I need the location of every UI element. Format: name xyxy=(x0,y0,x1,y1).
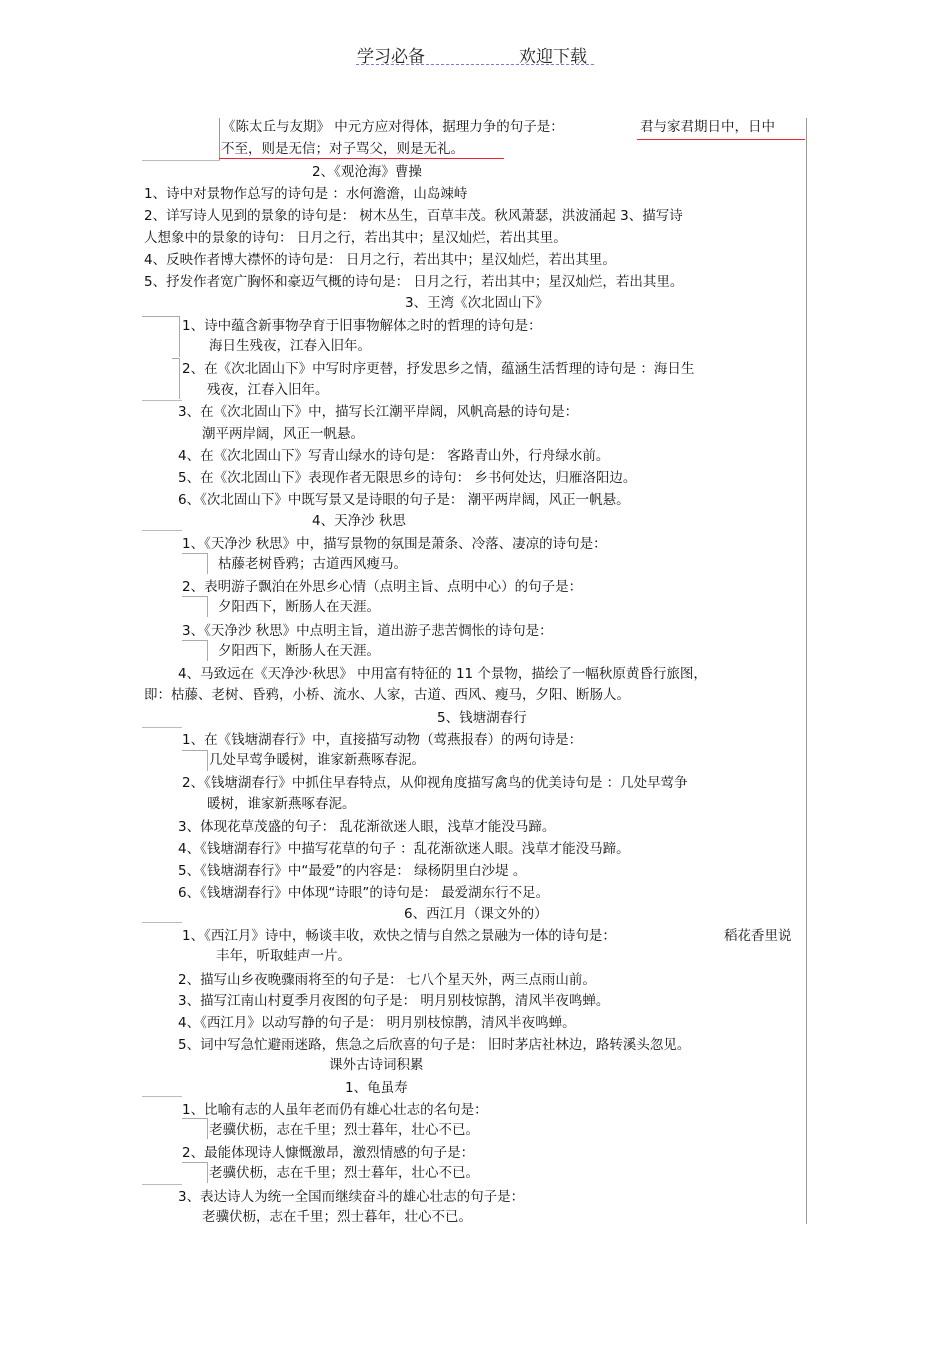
text-line: 2、表明游子飘泊在外思乡心情（点明主旨、点明中心）的句子是： xyxy=(182,579,583,595)
bracket xyxy=(172,358,180,399)
text-line: 1、《天净沙 秋思》中，描写景物的氛围是萧条、冷落、凄凉的诗句是： xyxy=(182,536,607,552)
text-line: 1、《西江月》诗中，畅谈丰收，欢快之情与自然之景融为一体的诗句是： xyxy=(182,928,616,944)
text-line: 3、《天净沙 秋思》中点明主旨，道出游子悲苦惆怅的诗句是： xyxy=(182,623,553,639)
section-title: 2、《观沧海》曹操 xyxy=(312,164,422,180)
bracket xyxy=(182,750,208,771)
rule xyxy=(142,400,182,401)
text-line: 枯藤老树昏鸦；古道西风瘦马。 xyxy=(218,556,407,572)
header-right: 欢迎下载 xyxy=(519,47,587,67)
text-line: 3、描写江南山村夏季月夜图的句子是： 明月别枝惊鹊，清风半夜鸣蝉。 xyxy=(178,993,610,1009)
section-title: 1、龟虽寿 xyxy=(345,1080,408,1096)
text-line: 君与家君期日中，日中 xyxy=(640,119,775,135)
text-line: 《陈太丘与友期》 中元方应对得体，据理力争的句子是： xyxy=(222,119,564,135)
bracket xyxy=(182,640,208,661)
header-left: 学习必备 xyxy=(357,47,425,67)
red-underline xyxy=(637,139,805,140)
text-line: 1、比喻有志的人虽年老而仍有雄心壮志的名句是： xyxy=(182,1102,488,1118)
left-border xyxy=(219,118,220,160)
text-line: 2、描写山乡夜晚骤雨将至的句子是： 七八个星天外，两三点雨山前。 xyxy=(178,972,596,988)
header-underline xyxy=(356,64,594,65)
rule xyxy=(142,727,182,728)
text-line: 老骥伏枥，志在千里；烈士暮年，壮心不已。 xyxy=(209,1122,479,1138)
text-line: 3、在《次北固山下》中，描写长江潮平岸阔，风帆高悬的诗句是： xyxy=(178,404,579,420)
rule xyxy=(142,160,220,161)
text-line: 几处早莺争暖树，谁家新燕啄春泥。 xyxy=(209,752,425,768)
text-line: 潮平两岸阔，风正一帆悬。 xyxy=(202,426,364,442)
text-line: 5、在《次北固山下》表现作者无限思乡的诗句： 乡书何处达，归雁洛阳边。 xyxy=(178,470,637,486)
section-title: 课外古诗词积累 xyxy=(329,1057,424,1073)
text-line: 夕阳西下，断肠人在天涯。 xyxy=(218,599,380,615)
bracket xyxy=(142,316,180,357)
bracket xyxy=(182,596,208,617)
text-line: 老骥伏枥，志在千里；烈士暮年，壮心不已。 xyxy=(202,1209,472,1225)
text-line: 夕阳西下，断肠人在天涯。 xyxy=(218,643,380,659)
text-line: 5、词中写急忙避雨迷路，焦急之后欣喜的句子是： 旧时茅店社林边，路转溪头忽见。 xyxy=(178,1037,691,1053)
text-line: 即：枯藤、老树、昏鸦，小桥、流水、人家，古道、西风、瘦马，夕阳、断肠人。 xyxy=(144,687,630,703)
text-line: 4、反映作者博大襟怀的诗句是： 日月之行，若出其中；星汉灿烂，若出其里。 xyxy=(144,252,616,268)
section-title: 5、钱塘湖春行 xyxy=(437,710,527,726)
text-line: 丰年，听取蛙声一片。 xyxy=(216,948,351,964)
text-line: 1、诗中对景物作总写的诗句是 ：水何澹澹，山岛竦峙 xyxy=(144,186,468,202)
text-line: 2、最能体现诗人慷慨激昂，激烈情感的句子是： xyxy=(182,1145,475,1161)
bracket xyxy=(182,1118,208,1139)
text-line: 4、《钱塘湖春行》中描写花草的句子 ：乱花渐欲迷人眼。浅草才能没马蹄。 xyxy=(178,841,630,857)
text-line: 5、《钱塘湖春行》中“最爱”的内容是： 绿杨阴里白沙堤 。 xyxy=(178,863,527,879)
text-line: 老骥伏枥，志在千里；烈士暮年，壮心不已。 xyxy=(209,1165,479,1181)
text-line: 4、《西江月》以动写静的句子是： 明月别枝惊鹊，清风半夜鸣蝉。 xyxy=(178,1015,576,1031)
text-line: 稻花香里说 xyxy=(724,928,792,944)
rule xyxy=(142,530,182,531)
rule xyxy=(142,1184,182,1185)
text-line: 2、在《次北固山下》中写时序更替，抒发思乡之情，蕴涵生活哲理的诗句是 ：海日生 xyxy=(182,361,695,377)
section-title: 4、天净沙 秋思 xyxy=(312,513,406,529)
text-line: 人想象中的景象的诗句： 日月之行，若出其中；星汉灿烂，若出其里。 xyxy=(144,230,567,246)
right-border xyxy=(806,118,807,1224)
text-line: 3、体现花草茂盛的句子： 乱花渐欲迷人眼，浅草才能没马蹄。 xyxy=(178,819,556,835)
text-line: 2、详写诗人见到的景象的诗句是： 树木丛生，百草丰茂。秋风萧瑟，洪波涌起 3、描写诗 xyxy=(144,208,683,224)
rule xyxy=(142,1096,182,1097)
text-line: 2、《钱塘湖春行》中抓住早春特点，从仰视角度描写禽鸟的优美诗句是 ：几处早莺争 xyxy=(182,775,688,791)
section-title: 6、西江月（课文外的） xyxy=(404,906,548,922)
text-line: 1、在《钱塘湖春行》中，直接描写动物（莺燕报春）的两句诗是： xyxy=(182,732,583,748)
bracket xyxy=(182,553,208,574)
text-line: 6、《次北固山下》中既写景又是诗眼的句子是： 潮平两岸阔，风正一帆悬。 xyxy=(178,492,630,508)
text-line: 残夜，江春入旧年。 xyxy=(207,382,329,398)
text-line: 5、抒发作者宽广胸怀和豪迈气概的诗句是： 日月之行，若出其中；星汉灿烂，若出其里。 xyxy=(144,274,684,290)
section-title: 3、王湾《次北固山下》 xyxy=(405,295,549,311)
text-line: 6、《钱塘湖春行》中体现“诗眼”的诗句是： 最爱湖东行不足。 xyxy=(178,885,550,901)
text-line: 暖树，谁家新燕啄春泥。 xyxy=(207,796,356,812)
text-line: 4、马致远在《天净沙·秋思》 中用富有特征的 11 个景物，描绘了一幅秋原黄昏行旅图， xyxy=(178,666,707,682)
text-line: 海日生残夜，江春入旧年。 xyxy=(209,338,371,354)
text-line: 不至，则是无信；对子骂父，则是无礼。 xyxy=(221,141,464,157)
text-line: 1、诗中蕴含新事物孕育于旧事物解体之时的哲理的诗句是： xyxy=(182,318,542,334)
text-line: 4、在《次北固山下》写青山绿水的诗句是： 客路青山外，行舟绿水前。 xyxy=(178,448,610,464)
bracket xyxy=(182,1162,208,1183)
rule xyxy=(142,922,182,923)
text-line: 3、表达诗人为统一全国而继续奋斗的雄心壮志的句子是： xyxy=(178,1189,525,1205)
